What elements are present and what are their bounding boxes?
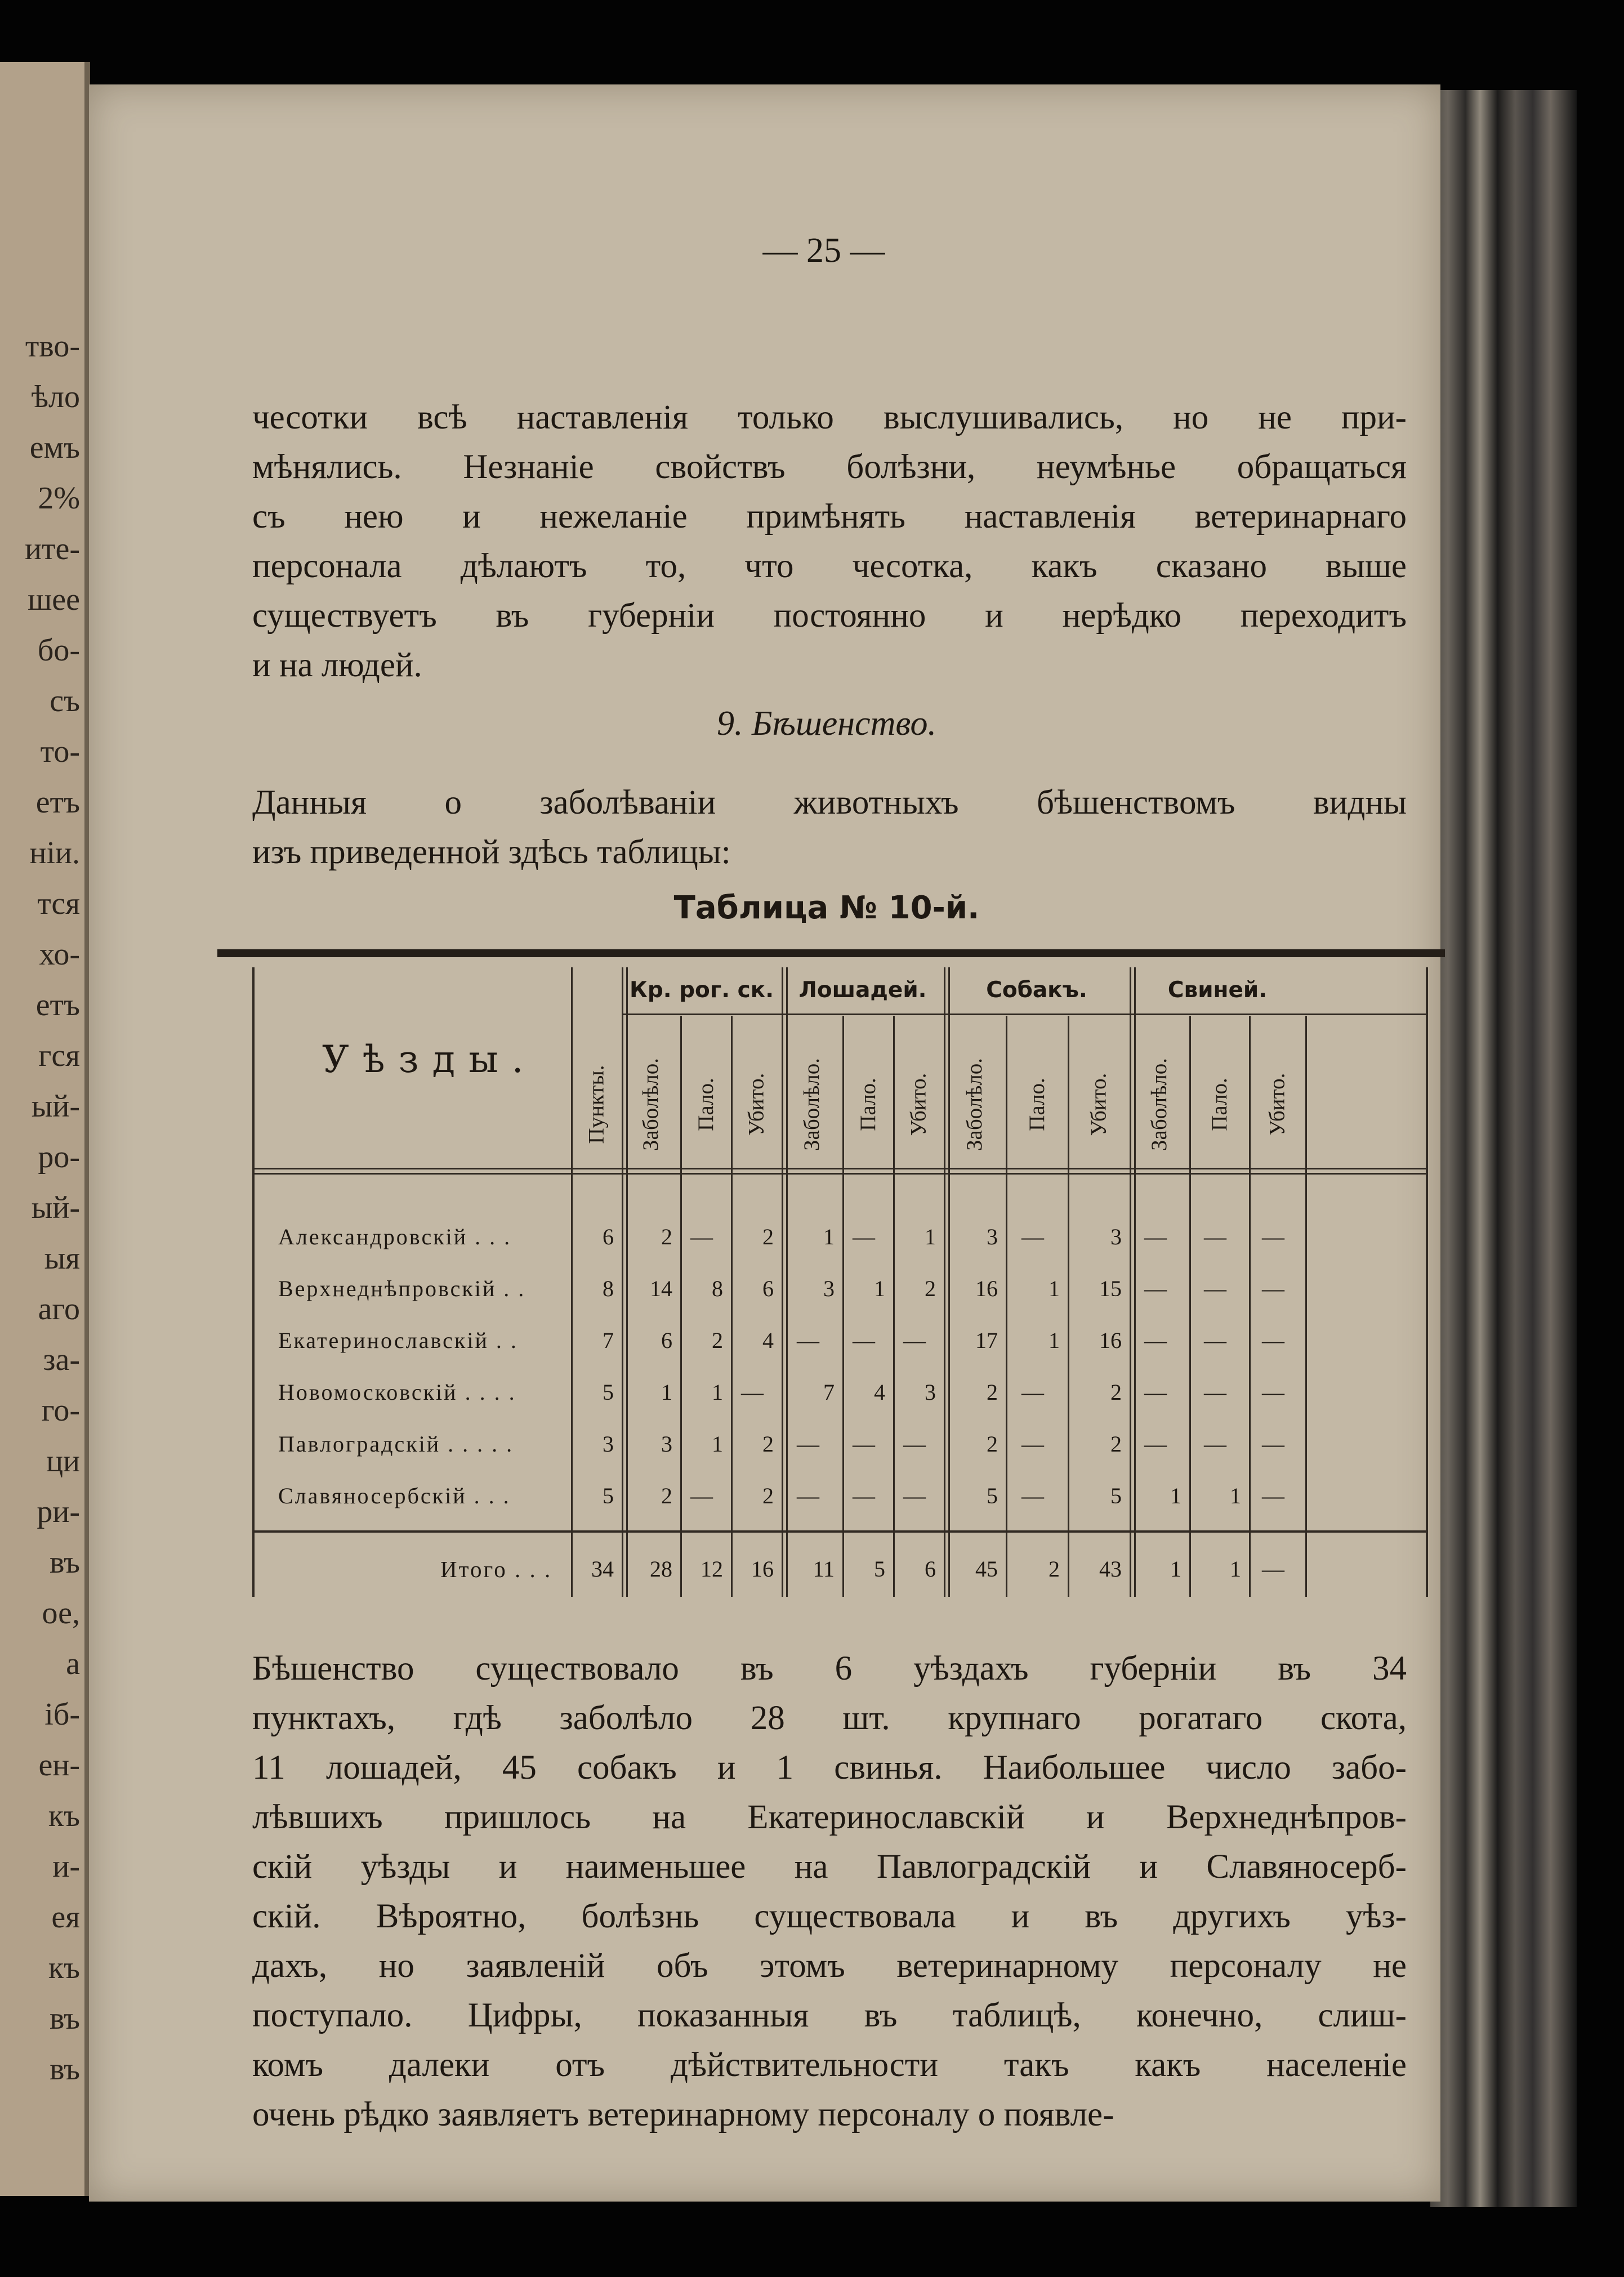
left-page-fragment: ци (46, 1444, 80, 1479)
table-cell: 14 (650, 1276, 672, 1301)
table-cell: 2 (762, 1483, 774, 1508)
table-cell: — (690, 1483, 713, 1508)
left-page-fragment: гся (38, 1038, 80, 1073)
table-cell: — (1262, 1224, 1284, 1249)
subheader (1068, 1016, 1130, 1193)
paragraph-line: существуетъ въ губерніи постоянно и нерѣдко переходитъ (252, 597, 1407, 635)
table-cell: — (797, 1483, 819, 1508)
paragraph-line: персонала дѣлаютъ то, что чесотка, какъ сказано выше (252, 547, 1407, 585)
left-page-fragment: къ (48, 1950, 80, 1985)
rabies-table (252, 967, 1428, 1597)
table-cell: 5 (603, 1483, 614, 1508)
table-cell: 4 (762, 1328, 774, 1353)
table-top-rule (217, 949, 1445, 957)
row-label: Славяносербскій . . . (278, 1483, 511, 1508)
table-cell: 6 (925, 1556, 936, 1582)
paragraph-line: съ нею и нежеланіе примѣнять наставленія ветеринарнаго (252, 498, 1407, 535)
table-cell: 8 (712, 1276, 723, 1301)
left-page-fragment: аго (38, 1292, 80, 1327)
table-cell: 3 (1110, 1224, 1122, 1249)
left-page-fragment: ри- (37, 1494, 80, 1529)
table-cell: — (903, 1431, 926, 1457)
group-header: Кр. рог. ск. (629, 977, 774, 1003)
left-page-fragment: и- (52, 1849, 80, 1884)
book-page (89, 84, 1440, 2202)
punkty-header-text: Пункты. (584, 1065, 609, 1144)
subheader (944, 1016, 1006, 1193)
table-cell: 3 (925, 1379, 936, 1405)
table-cell: 2 (987, 1379, 998, 1405)
left-page-fragment: ый- (31, 1190, 80, 1225)
left-page-fragment: въ (49, 2001, 80, 2036)
paragraph-line: чесотки всѣ наставленія только выслушивались, но не при- (252, 399, 1407, 436)
table-cell: — (1262, 1431, 1284, 1457)
subheader-text: Пало. (693, 1077, 718, 1131)
table-cell: 2 (925, 1276, 936, 1301)
subheader-text: Заболѣло. (800, 1057, 824, 1151)
table-cell: 1 (1230, 1483, 1241, 1508)
table-cell: — (1262, 1556, 1284, 1582)
left-page-fragment: го- (41, 1393, 80, 1428)
left-page-fragment: въ (49, 1545, 80, 1580)
subheader (893, 1016, 944, 1193)
paragraph-line: Данныя о заболѣваніи животныхъ бѣшенствомъ видны (252, 784, 1407, 821)
left-page-fragment: въ (49, 2052, 80, 2087)
table-cell: — (1204, 1431, 1226, 1457)
table-cell: 2 (1110, 1379, 1122, 1405)
table-cell: — (903, 1328, 926, 1353)
subheader-text: Убито. (744, 1073, 769, 1136)
table-cell: 2 (762, 1431, 774, 1457)
subheader (680, 1016, 731, 1193)
subheader-text: Заболѣло. (1147, 1057, 1172, 1151)
table-cell: 6 (661, 1328, 672, 1353)
subheader (1249, 1016, 1305, 1193)
left-page-fragment: за- (43, 1342, 80, 1377)
table-cell: 2 (762, 1224, 774, 1249)
left-page-fragment: шее (28, 582, 80, 617)
group-header: Собакъ. (986, 977, 1087, 1003)
subheader-text: Заболѣло. (962, 1057, 987, 1151)
subheader-text: Пало. (1024, 1077, 1049, 1131)
table-cell: 2 (1049, 1556, 1060, 1582)
row-label: Екатеринославскій . . (278, 1328, 518, 1353)
left-page-text-fragments (0, 321, 80, 2095)
table-cell: 2 (712, 1328, 723, 1353)
table-cell: — (1204, 1276, 1226, 1301)
table-cell: 2 (661, 1483, 672, 1508)
table-title: Таблица № 10-й. (673, 890, 980, 926)
punkty-header (571, 1016, 622, 1193)
left-page-fragment: то- (40, 734, 80, 769)
left-page-fragment: ое, (42, 1596, 80, 1631)
table-cell: — (1262, 1483, 1284, 1508)
table-cell: 1 (1170, 1556, 1181, 1582)
table-vline (1305, 1016, 1307, 1597)
table-cell: — (741, 1379, 764, 1405)
paragraph-2 (252, 778, 1407, 877)
paragraph-line: Бѣшенство существовало въ 6 уѣздахъ губерніи въ 34 (252, 1650, 1407, 1687)
paragraph-line: лѣвшихъ пришлось на Екатеринославскій и Верхнеднѣпров- (252, 1798, 1407, 1836)
table-cell: 16 (751, 1556, 774, 1582)
table-cell: — (853, 1431, 875, 1457)
paragraph-1 (252, 393, 1407, 690)
table-cell: — (853, 1224, 875, 1249)
left-page-fragment: хо- (39, 937, 80, 972)
table-cell: — (1262, 1276, 1284, 1301)
subheader (1130, 1016, 1189, 1193)
subheader (782, 1016, 842, 1193)
table-cell: — (690, 1224, 713, 1249)
table-cell: 1 (823, 1224, 835, 1249)
table-cell: 5 (987, 1483, 998, 1508)
table-cell: 6 (603, 1224, 614, 1249)
table-cell: — (1144, 1431, 1167, 1457)
table-cell: 28 (650, 1556, 672, 1582)
table-cell: 45 (975, 1556, 998, 1582)
paragraph-line: пунктахъ, гдѣ заболѣло 28 шт. крупнаго рогатаго скота, (252, 1699, 1407, 1737)
subheader (842, 1016, 893, 1193)
table-cell: 34 (591, 1556, 614, 1582)
left-page-fragment: тся (37, 886, 80, 921)
uezdy-header: Уѣзды. (322, 1038, 537, 1081)
table-cell: 1 (1230, 1556, 1241, 1582)
table-cell: — (1021, 1483, 1044, 1508)
left-page-fragment: ый- (31, 1089, 80, 1124)
table-cell: 3 (603, 1431, 614, 1457)
subheader-text: Убито. (1086, 1073, 1111, 1136)
group-header-underline (622, 1014, 1426, 1015)
paragraph-line: дахъ, но заявленій объ этомъ ветеринарному персоналу не (252, 1947, 1407, 1985)
table-cell: — (1144, 1328, 1167, 1353)
group-header: Лошадей. (798, 977, 927, 1003)
left-page-fragment: 2% (38, 481, 80, 516)
table-cell: — (1144, 1224, 1167, 1249)
left-page-fragment: ніи. (29, 836, 80, 870)
table-cell: — (797, 1431, 819, 1457)
left-page-fragment: ро- (38, 1140, 80, 1175)
table-cell: 3 (987, 1224, 998, 1249)
table-cell: 5 (603, 1379, 614, 1405)
table-cell: 1 (1049, 1276, 1060, 1301)
row-label: Новомосковскій . . . . (278, 1379, 516, 1405)
subheader-text: Убито. (1265, 1073, 1290, 1136)
paragraph-line: очень рѣдко заявляетъ ветеринарному персоналу о появле- (252, 2096, 1114, 2133)
paragraph-line: комъ далеки отъ дѣйствительности такъ какъ населеніе (252, 2046, 1407, 2084)
subheader (731, 1016, 782, 1193)
table-cell: 2 (661, 1224, 672, 1249)
paragraph-line: скій уѣзды и наименьшее на Павлоградскій и Славяносерб- (252, 1848, 1407, 1886)
left-page-fragment: етъ (35, 785, 80, 820)
left-page-fragment: ея (51, 1900, 80, 1935)
left-page-fragment: ыя (44, 1241, 80, 1276)
table-cell: 2 (987, 1431, 998, 1457)
table-cell: 1 (712, 1431, 723, 1457)
table-cell: 15 (1099, 1276, 1122, 1301)
paragraph-3 (252, 1644, 1407, 2140)
left-page-fragment: етъ (35, 988, 80, 1023)
left-page-fragment: іб- (44, 1697, 80, 1732)
table-cell: 7 (823, 1379, 835, 1405)
subheader (1006, 1016, 1068, 1193)
table-cell: 11 (813, 1556, 835, 1582)
page-number: — 25 — (762, 231, 885, 270)
subheader-text: Заболѣло. (639, 1057, 663, 1151)
table-cell: 2 (1110, 1431, 1122, 1457)
table-cell: 8 (603, 1276, 614, 1301)
table-cell: 16 (975, 1276, 998, 1301)
table-cell: 5 (874, 1556, 885, 1582)
subheader (1189, 1016, 1249, 1193)
row-label: Александровскій . . . (278, 1224, 512, 1249)
left-page-fragment: къ (48, 1798, 80, 1833)
row-label: Верхнеднѣпровскій . . (278, 1276, 526, 1301)
table-cell: — (1144, 1276, 1167, 1301)
table-cell: — (903, 1483, 926, 1508)
table-cell: 16 (1099, 1328, 1122, 1353)
left-page-fragment: бо- (37, 633, 80, 668)
table-cell: — (1262, 1379, 1284, 1405)
table-cell: 1 (1170, 1483, 1181, 1508)
table-cell: 1 (874, 1276, 885, 1301)
table-cell: 1 (712, 1379, 723, 1405)
table-cell: — (1204, 1328, 1226, 1353)
table-cell: 1 (925, 1224, 936, 1249)
table-cell: 1 (661, 1379, 672, 1405)
left-page-fragment: съ (50, 684, 80, 718)
subheader-text: Пало. (1207, 1077, 1232, 1131)
table-cell: — (1021, 1224, 1044, 1249)
left-page-fragment: ѣло (31, 380, 80, 414)
paragraph-line: мѣнялись. Незнаніе свойствъ болѣзни, неумѣнье обращаться (252, 448, 1407, 486)
table-cell: 1 (1049, 1328, 1060, 1353)
subheader-text: Пало. (855, 1077, 880, 1131)
table-cell: — (1021, 1379, 1044, 1405)
section-heading: 9. Бѣшенство. (717, 704, 936, 743)
table-cell: 17 (975, 1328, 998, 1353)
left-page-fragment: ен- (38, 1748, 80, 1783)
subheader-text: Убито. (906, 1073, 931, 1136)
row-label: Павлоградскій . . . . . (278, 1431, 514, 1457)
subheader (622, 1016, 680, 1193)
group-header: Свиней. (1167, 977, 1268, 1003)
table-cell: — (1144, 1379, 1167, 1405)
left-page-fragment: тво- (25, 329, 80, 364)
book-page-edges (1430, 90, 1577, 2207)
table-cell: 3 (661, 1431, 672, 1457)
paragraph-line: скій. Вѣроятно, болѣзнь существовала и въ другихъ уѣз- (252, 1898, 1407, 1935)
table-cell: 6 (762, 1276, 774, 1301)
table-cell: — (853, 1483, 875, 1508)
table-cell: 12 (701, 1556, 723, 1582)
table-cell: 43 (1099, 1556, 1122, 1582)
paragraph-line: 11 лошадей, 45 собакъ и 1 свинья. Наибольшее число забо- (252, 1749, 1407, 1787)
left-page-fragment: ите- (25, 532, 80, 566)
table-cell: — (853, 1328, 875, 1353)
paragraph-line: изъ приведенной здѣсь таблицы: (252, 833, 731, 871)
table-cell: — (1204, 1379, 1226, 1405)
left-page-edge (0, 62, 90, 2196)
table-cell: — (1204, 1224, 1226, 1249)
table-cell: — (797, 1328, 819, 1353)
total-rule (255, 1530, 1426, 1533)
table-cell: 5 (1110, 1483, 1122, 1508)
table-cell: — (1262, 1328, 1284, 1353)
paragraph-line: поступало. Цифры, показанныя въ таблицѣ, конечно, слиш- (252, 1997, 1407, 2034)
left-page-fragment: емъ (29, 430, 80, 465)
left-page-fragment: а (66, 1646, 80, 1681)
table-cell: — (1021, 1431, 1044, 1457)
paragraph-line: и на людей. (252, 646, 422, 684)
total-label: Итого . . . (440, 1556, 552, 1582)
table-cell: 7 (603, 1328, 614, 1353)
table-cell: 3 (823, 1276, 835, 1301)
table-cell: 4 (874, 1379, 885, 1405)
